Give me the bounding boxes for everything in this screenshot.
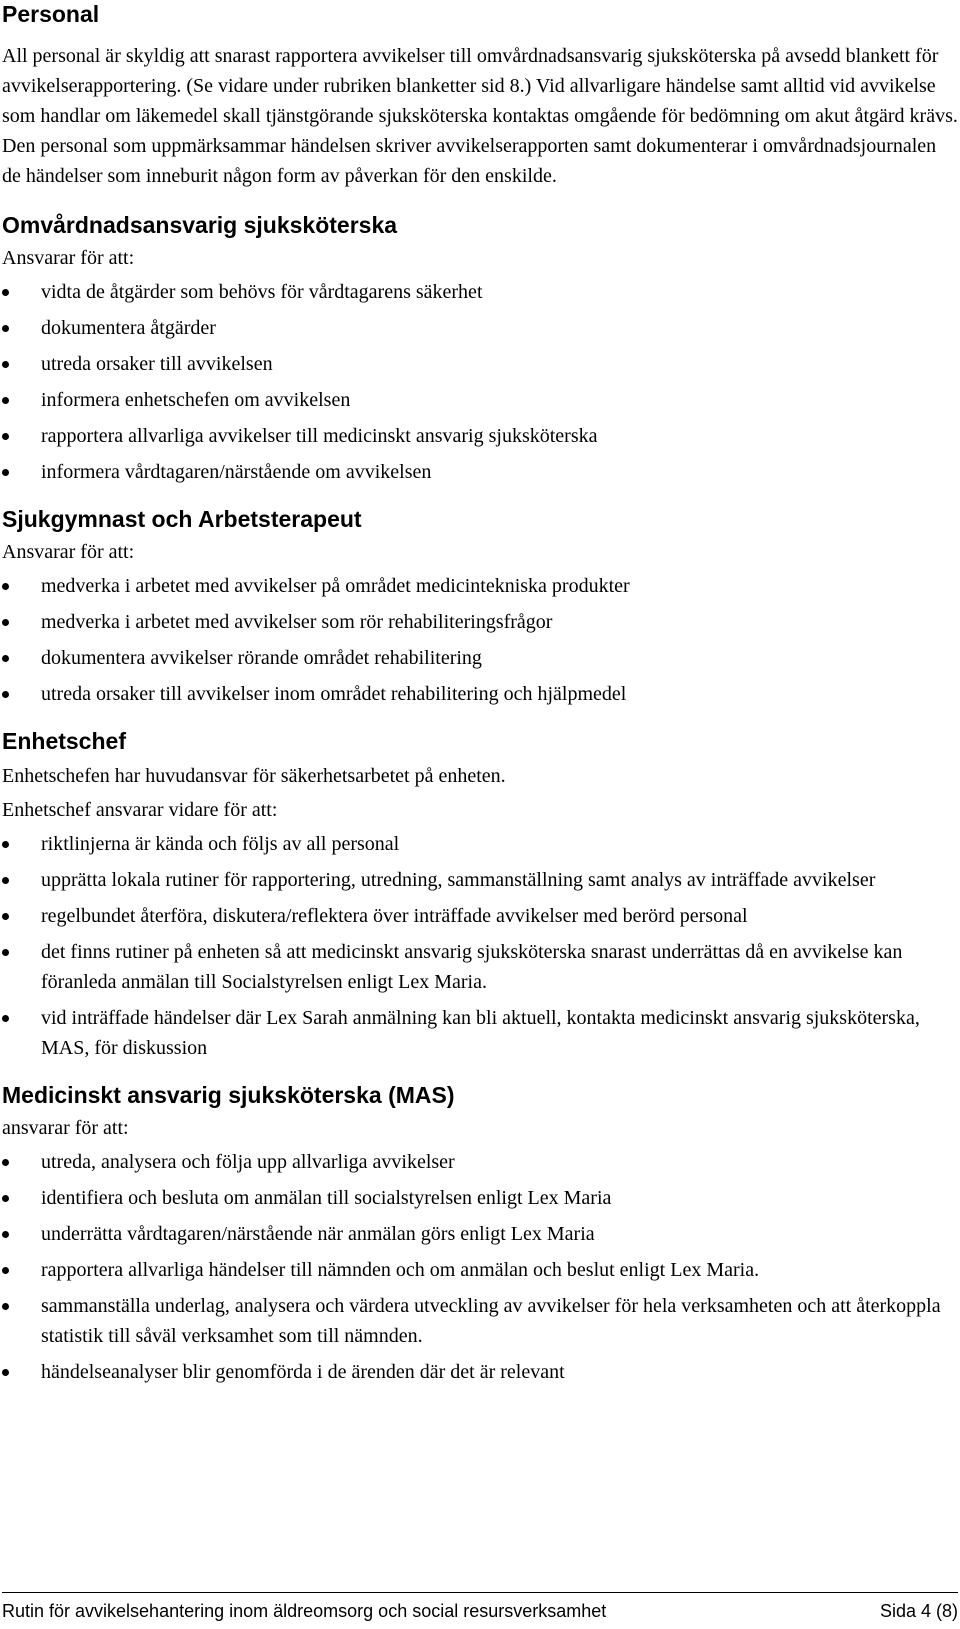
page-number: Sida 4 (8): [879, 1601, 958, 1621]
section-heading: Medicinskt ansvarig sjuksköterska (MAS): [2, 1082, 455, 1108]
list-item: medverka i arbetet med avvikelser på området medicintekniska produkter: [2, 571, 958, 601]
footer-title: Rutin för avvikelsehantering inom äldreomsorg och social resursverksamhet: [2, 1601, 607, 1621]
section-intro: Enhetschef ansvarar vidare för att:: [2, 799, 278, 821]
section-omvardnadsansvarig: [2, 211, 958, 487]
list-item: regelbundet återföra, diskutera/reflektera över inträffade avvikelser med berörd personal: [2, 901, 958, 931]
list-item: det finns rutiner på enheten så att medicinskt ansvarig sjuksköterska snarast underrättas då en avvikelse kan föranleda anmälan till Socialstyrelsen enligt Lex Maria.: [2, 937, 958, 997]
list-item: dokumentera avvikelser rörande området rehabilitering: [2, 643, 958, 673]
section-heading: Omvårdnadsansvarig sjuksköterska: [2, 212, 398, 238]
section-mas: [2, 1081, 958, 1387]
list-item: informera enhetschefen om avvikelsen: [2, 385, 958, 415]
list-item: rapportera allvarliga händelser till nämnden och om anmälan och beslut enligt Lex Maria.: [2, 1255, 958, 1285]
list-item: vid inträffade händelser där Lex Sarah anmälning kan bli aktuell, kontakta medicinskt ansvarig sjuksköterska, MAS, för diskussion: [2, 1003, 958, 1063]
bullet-list: [2, 571, 958, 709]
list-item: utreda, analysera och följa upp allvarliga avvikelser: [2, 1147, 958, 1177]
list-item: utreda orsaker till avvikelsen: [2, 349, 958, 379]
section-heading: Sjukgymnast och Arbetsterapeut: [2, 506, 362, 532]
list-item: medverka i arbetet med avvikelser som rör rehabiliteringsfrågor: [2, 607, 958, 637]
list-item: rapportera allvarliga avvikelser till medicinskt ansvarig sjuksköterska: [2, 421, 958, 451]
section-enhetschef: [2, 727, 958, 1063]
section-intro: Ansvarar för att:: [2, 541, 135, 563]
list-item: utreda orsaker till avvikelser inom området rehabilitering och hjälpmedel: [2, 679, 958, 709]
list-item: underrätta vårdtagaren/närstående när anmälan görs enligt Lex Maria: [2, 1219, 958, 1249]
section-personal: [2, 0, 958, 191]
list-item: händelseanalyser blir genomförda i de ärenden där det är relevant: [2, 1357, 958, 1387]
list-item: informera vårdtagaren/närstående om avvikelsen: [2, 457, 958, 487]
bullet-list: [2, 1147, 958, 1387]
section-sjukgymnast: [2, 505, 958, 709]
list-item: riktlinjerna är kända och följs av all personal: [2, 829, 958, 859]
section-intro: Ansvarar för att:: [2, 247, 135, 269]
bullet-list: [2, 829, 958, 1063]
section-intro: ansvarar för att:: [2, 1117, 129, 1139]
section-paragraph: All personal är skyldig att snarast rapportera avvikelser till omvårdnadsansvarig sjuksköterska på avsedd blankett för avvikelserapportering. (Se vidare under rubriken blanketter sid 8.) Vid allvarligare händelse samt alltid vid avvikelse som handlar om läkemedel skall tjänstgörande sjuksköterska kontaktas omgående för bedömning om akut åtgärd krävs. Den personal som uppmärksammar händelsen skriver avvikelserapporten samt dokumenterar i omvårdnadsjournalen de händelser som inneburit någon form av påverkan för den enskilde.: [2, 45, 958, 187]
section-paragraph: Enhetschefen har huvudansvar för säkerhetsarbetet på enheten.: [2, 765, 506, 787]
section-heading: Personal: [2, 1, 100, 27]
list-item: vidta de åtgärder som behövs för vårdtagarens säkerhet: [2, 277, 958, 307]
list-item: dokumentera åtgärder: [2, 313, 958, 343]
section-heading: Enhetschef: [2, 728, 126, 754]
page-footer: [2, 1592, 958, 1623]
bullet-list: [2, 277, 958, 487]
list-item: upprätta lokala rutiner för rapportering, utredning, sammanställning samt analys av inträffade avvikelser: [2, 865, 958, 895]
document-body: [2, 0, 958, 1387]
list-item: sammanställa underlag, analysera och värdera utveckling av avvikelser för hela verksamheten och att återkoppla statistik till såväl verksamhet som till nämnden.: [2, 1291, 958, 1351]
list-item: identifiera och besluta om anmälan till socialstyrelsen enligt Lex Maria: [2, 1183, 958, 1213]
